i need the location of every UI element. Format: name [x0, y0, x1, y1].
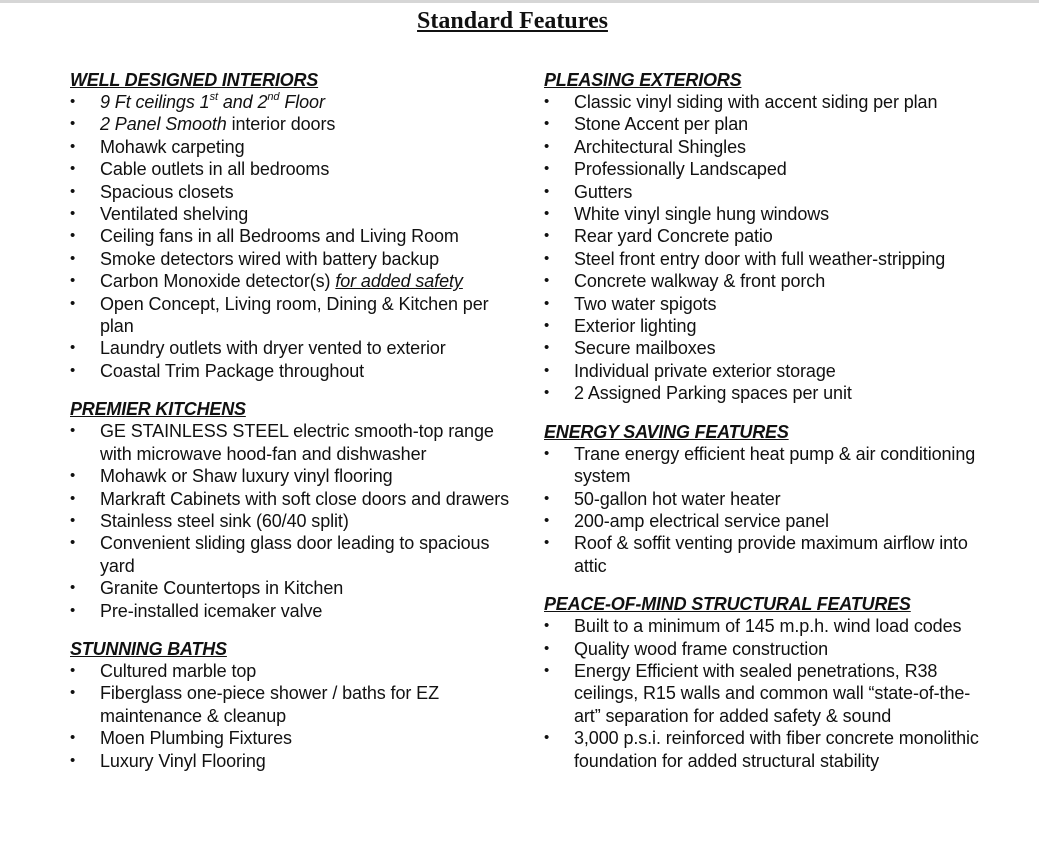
bullet-icon: • [544, 489, 550, 507]
bullet-icon: • [70, 661, 76, 679]
section-energy [544, 421, 984, 577]
bullet-icon: • [544, 227, 550, 245]
list-item: • Open Concept, Living room, Dining & Kitchen per plan [70, 293, 489, 337]
list-item: • Steel front entry door with full weather-stripping [544, 248, 946, 269]
section-kitchens [70, 398, 520, 622]
bullet-icon: • [544, 205, 550, 223]
bullet-icon: • [544, 639, 550, 657]
list-item: • Carbon Monoxide detector(s) for added safety [70, 271, 463, 292]
bullet-icon: • [70, 361, 76, 379]
list-item: • Cable outlets in all bedrooms [70, 159, 330, 180]
bullet-icon: • [544, 137, 550, 155]
bullet-icon: • [70, 137, 76, 155]
bullet-icon: • [70, 751, 76, 769]
bullet-icon: • [544, 272, 550, 290]
bullet-icon: • [70, 601, 76, 619]
list-item: • Fiberglass one-piece shower / baths for EZ maintenance & cleanup [70, 683, 439, 726]
bullet-icon: • [544, 93, 550, 110]
list-item: • Quality wood frame construction [544, 638, 829, 659]
list-item: • Spacious closets [70, 181, 234, 202]
list-item: • Laundry outlets with dryer vented to exterior [70, 338, 446, 359]
feature-list [544, 443, 984, 577]
list-item: • Luxury Vinyl Flooring [70, 750, 266, 771]
feature-list [70, 91, 520, 382]
list-item: • Trane energy efficient heat pump & air conditioning system [544, 443, 976, 487]
list-item: • Concrete walkway & front porch [544, 271, 826, 292]
section-baths [70, 638, 520, 772]
list-item: • 2 Assigned Parking spaces per unit [544, 383, 852, 404]
list-item: • Secure mailboxes [544, 338, 716, 359]
list-item: • Energy Efficient with sealed penetrations, R38 ceilings, R15 walls and common wall “state-of-the-art” separation for added safety & sound [544, 660, 971, 726]
bullet-icon: • [544, 317, 550, 335]
feature-list [544, 91, 984, 405]
bullet-icon: • [544, 182, 550, 200]
list-item: • Cultured marble top [70, 660, 257, 681]
bullet-icon: • [544, 294, 550, 312]
list-item: • Individual private exterior storage [544, 360, 836, 381]
section-heading: PLEASING EXTERIORS [544, 70, 742, 90]
bullet-icon: • [70, 534, 76, 552]
feature-list [70, 420, 520, 622]
list-item: • Convenient sliding glass door leading to spacious yard [70, 533, 490, 576]
bullet-icon: • [70, 684, 76, 702]
section-heading: WELL DESIGNED INTERIORS [70, 70, 319, 90]
list-item: • Smoke detectors wired with battery backup [70, 248, 440, 269]
list-item: • Moen Plumbing Fixtures [70, 728, 292, 749]
section-heading: PEACE-OF-MIND STRUCTURAL FEATURES [544, 594, 911, 615]
list-item: • Built to a minimum of 145 m.p.h. wind load codes [544, 616, 962, 637]
list-item: • Architectural Shingles [544, 136, 746, 157]
bullet-icon: • [70, 489, 76, 507]
page-title: Standard Features [417, 8, 608, 34]
bullet-icon: • [544, 617, 550, 635]
list-item: • Mohawk or Shaw luxury vinyl flooring [70, 466, 393, 487]
right-column [544, 69, 984, 788]
bullet-icon: • [70, 160, 76, 178]
bullet-icon: • [70, 579, 76, 597]
bullet-icon: • [70, 272, 76, 290]
bullet-icon: • [70, 422, 76, 440]
bullet-icon: • [544, 384, 550, 402]
list-item: • Professionally Landscaped [544, 159, 787, 180]
list-item: • Pre-installed icemaker valve [70, 600, 323, 621]
bullet-icon: • [70, 511, 76, 529]
list-item: • Markraft Cabinets with soft close doors and drawers [70, 488, 510, 509]
list-item: • Mohawk carpeting [70, 136, 245, 157]
list-item: • 9 Ft ceilings 1st and 2nd Floor [70, 91, 325, 112]
bullet-icon: • [70, 205, 76, 223]
left-column [70, 69, 520, 788]
list-item: • Stainless steel sink (60/40 split) [70, 510, 349, 531]
list-item: • Two water spigots [544, 293, 717, 314]
list-item: • Gutters [544, 181, 633, 202]
section-structural [544, 593, 984, 772]
bullet-icon: • [544, 511, 550, 529]
bullet-icon: • [544, 729, 550, 747]
feature-list [70, 660, 520, 772]
bullet-icon: • [70, 115, 76, 133]
bullet-icon: • [544, 444, 550, 462]
list-item: • Ceiling fans in all Bedrooms and Living Room [70, 226, 459, 247]
bullet-icon: • [544, 249, 550, 267]
bullet-icon: • [70, 294, 76, 312]
bullet-icon: • [544, 661, 550, 679]
bullet-icon: • [70, 182, 76, 200]
bullet-icon: • [70, 227, 76, 245]
list-item: • 200-amp electrical service panel [544, 510, 829, 531]
section-heading: PREMIER KITCHENS [70, 399, 246, 420]
section-interiors [70, 69, 520, 382]
list-item: • White vinyl single hung windows [544, 204, 830, 225]
list-item: • 50-gallon hot water heater [544, 488, 781, 509]
section-heading: ENERGY SAVING FEATURES [544, 421, 789, 442]
list-item: • Exterior lighting [544, 316, 697, 337]
list-item: • 3,000 p.s.i. reinforced with fiber concrete monolithic foundation for added structural stability [544, 728, 979, 771]
bullet-icon: • [544, 361, 550, 379]
bullet-icon: • [544, 534, 550, 552]
feature-list [544, 615, 984, 772]
bullet-icon: • [70, 249, 76, 267]
list-item: • Stone Accent per plan [544, 114, 749, 135]
section-exteriors [544, 69, 984, 405]
list-item: • Rear yard Concrete patio [544, 226, 773, 247]
list-item: • Granite Countertops in Kitchen [70, 578, 344, 599]
list-item: • Coastal Trim Package throughout [70, 360, 365, 381]
list-item: • Roof & soffit venting provide maximum airflow into attic [544, 533, 968, 576]
section-heading: STUNNING BATHS [70, 638, 227, 659]
list-item: • GE STAINLESS STEEL electric smooth-top range with microwave hood-fan and dishwasher [70, 421, 494, 464]
bullet-icon: • [544, 160, 550, 178]
bullet-icon: • [70, 729, 76, 747]
list-item: • Classic vinyl siding with accent siding per plan [544, 92, 938, 112]
bullet-icon: • [70, 93, 76, 110]
bullet-icon: • [70, 339, 76, 357]
list-item: • 2 Panel Smooth interior doors [70, 114, 336, 135]
list-item: • Ventilated shelving [70, 204, 249, 225]
bullet-icon: • [70, 467, 76, 485]
bullet-icon: • [544, 115, 550, 133]
bullet-icon: • [544, 339, 550, 357]
